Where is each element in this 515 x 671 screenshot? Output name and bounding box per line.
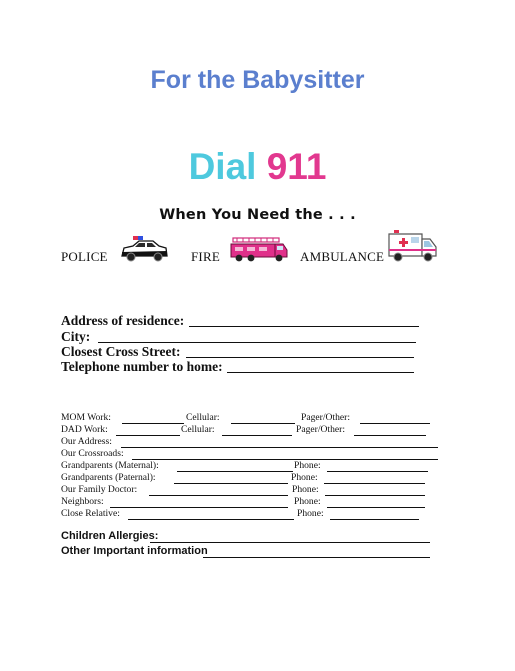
mom-cell-field[interactable]	[231, 423, 295, 424]
dial-heading	[0, 146, 515, 188]
gp-maternal-field[interactable]	[177, 471, 293, 472]
fire-truck-icon	[229, 237, 289, 268]
telephone-label: Telephone number to home:	[61, 359, 223, 374]
police-label: POLICE	[61, 249, 108, 264]
ambulance-label: AMBULANCE	[300, 249, 385, 264]
address-label: Address of residence:	[61, 313, 185, 328]
city-label: City:	[61, 329, 91, 344]
dial-word: Dial	[188, 146, 257, 187]
doctor-phone-field[interactable]	[325, 495, 425, 496]
gp-maternal-phone-field[interactable]	[327, 471, 428, 472]
dad-work-label: DAD Work:	[61, 424, 108, 435]
dad-pager-label: Pager/Other:	[296, 424, 346, 435]
dad-cell-field[interactable]	[222, 435, 292, 436]
our-crossroads-field[interactable]	[132, 459, 438, 460]
doctor-phone-label: Phone:	[292, 484, 319, 495]
relative-phone-field[interactable]	[330, 519, 419, 520]
relative-phone-label: Phone:	[297, 508, 324, 519]
doctor-field[interactable]	[149, 495, 288, 496]
gp-paternal-phone-field[interactable]	[324, 483, 425, 484]
neighbors-label: Neighbors:	[61, 496, 104, 507]
dad-pager-field[interactable]	[354, 435, 426, 436]
dad-cell-label: Cellular:	[181, 424, 215, 435]
fire-label: FIRE	[191, 249, 220, 264]
cross-street-label: Closest Cross Street:	[61, 344, 181, 359]
mom-work-label: MOM Work:	[61, 412, 111, 423]
mom-pager-label: Pager/Other:	[301, 412, 351, 423]
dad-work-field[interactable]	[116, 435, 180, 436]
gp-maternal-phone-label: Phone:	[294, 460, 321, 471]
mom-pager-field[interactable]	[360, 423, 430, 424]
cross-street-field[interactable]	[186, 357, 414, 358]
need-line: When You Need the . . .	[159, 207, 356, 223]
other-info-field[interactable]	[203, 557, 430, 558]
other-info-label: Other Important information	[61, 545, 208, 557]
our-address-label: Our Address:	[61, 436, 112, 447]
mom-cell-label: Cellular:	[186, 412, 220, 423]
relative-label: Close Relative:	[61, 508, 120, 519]
allergies-label: Children Allergies:	[61, 530, 159, 542]
address-field[interactable]	[189, 326, 419, 327]
city-field[interactable]	[98, 342, 416, 343]
our-address-field[interactable]	[121, 447, 438, 448]
dial-number: 911	[266, 146, 327, 187]
page-title: For the Babysitter	[150, 66, 365, 94]
allergies-field[interactable]	[150, 542, 430, 543]
neighbors-field[interactable]	[110, 507, 288, 508]
telephone-field[interactable]	[227, 372, 414, 373]
our-crossroads-label: Our Crossroads:	[61, 448, 124, 459]
gp-paternal-field[interactable]	[174, 483, 288, 484]
mom-work-field[interactable]	[122, 423, 184, 424]
gp-paternal-label: Grandparents (Paternal):	[61, 472, 156, 483]
neighbors-phone-label: Phone:	[294, 496, 321, 507]
gp-maternal-label: Grandparents (Maternal):	[61, 460, 159, 471]
doctor-label: Our Family Doctor:	[61, 484, 138, 495]
neighbors-phone-field[interactable]	[327, 507, 425, 508]
ambulance-icon	[386, 230, 438, 269]
police-car-icon	[119, 236, 169, 269]
gp-paternal-phone-label: Phone:	[291, 472, 318, 483]
relative-field[interactable]	[128, 519, 294, 520]
